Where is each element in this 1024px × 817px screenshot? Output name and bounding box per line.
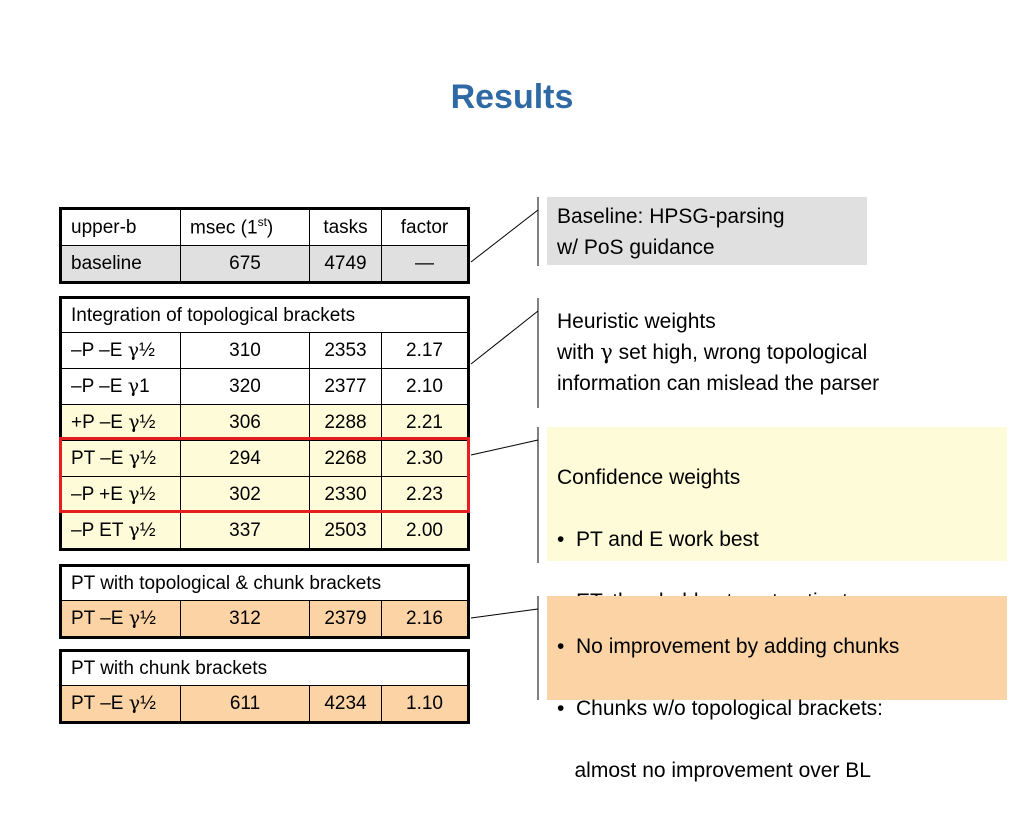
4: —: [382, 246, 469, 283]
16: Baseline: HPSG-parsing w/ PoS guidance: [547, 197, 867, 265]
4: baseline: [61, 246, 181, 283]
4: 675: [181, 246, 310, 283]
7: PT –E γ½ 294 2268 2.30: [61, 441, 469, 477]
19: • No improvement by adding chunks • Chunks w/o topological brackets: almost no improvement over BL: [547, 596, 1007, 700]
3: msec (1st): [181, 209, 310, 246]
10: PT with topological & chunk brackets: [61, 566, 469, 601]
4: 4749: [310, 246, 382, 283]
7: –P –E γ½ 310 2353 2.17: [61, 333, 469, 369]
6: Integration of topological brackets: [61, 298, 469, 333]
14: PT –E γ½ 611 4234 1.10: [61, 686, 469, 723]
3: tasks: [310, 209, 382, 246]
13: PT with chunk brackets: [61, 651, 469, 686]
11: PT –E γ½ 312 2379 2.16: [61, 601, 469, 638]
7: –P +E γ½ 302 2330 2.23: [61, 477, 469, 513]
3: upper-b: [61, 209, 181, 246]
17: Heuristic weights with γ set high, wrong topological information can mislead the parser: [557, 310, 880, 395]
18: Confidence weights • PT and E work best: [547, 427, 1007, 561]
1: Results: [450, 78, 574, 116]
7: +P –E γ½ 306 2288 2.21: [61, 405, 469, 441]
3: factor: [382, 209, 469, 246]
7: –P ET γ½ 337 2503 2.00: [61, 513, 469, 550]
7: –P –E γ1 320 2377 2.10: [61, 369, 469, 405]
